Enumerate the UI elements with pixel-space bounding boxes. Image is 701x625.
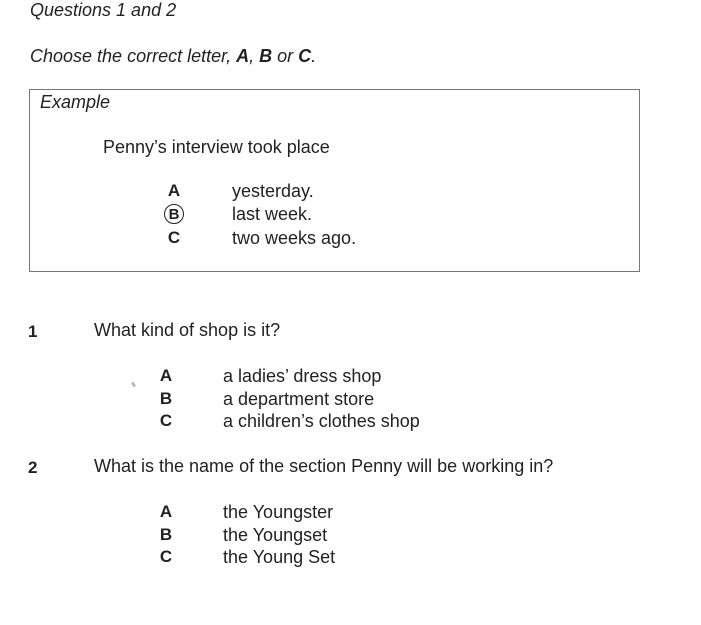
question-number: 2 [28,458,38,477]
option-letter-a[interactable]: A [159,366,173,385]
option-letter-c[interactable]: C [159,411,173,430]
example-option-text: two weeks ago. [232,228,357,248]
option-text: a department store [223,389,375,409]
option-text: the Youngster [223,502,334,522]
option-letter-b[interactable]: B [159,525,173,544]
option-text: a ladies’ dress shop [223,366,382,386]
example-label: Example [40,92,111,112]
option-letter-c[interactable]: C [159,547,173,566]
option-letter-b[interactable]: B [159,389,173,408]
option-text: the Young Set [223,547,336,567]
example-option-letter: A [167,181,181,200]
example-option-letter: C [167,228,181,247]
instruction-text: Choose the correct letter, A, B or C. [30,46,317,66]
example-question: Penny’s interview took place [103,137,330,157]
question-text: What kind of shop is it? [94,320,281,340]
question-text: What is the name of the section Penny will be working in? [94,456,554,476]
example-option-text: last week. [232,204,313,224]
letter-c: C [298,46,312,66]
stray-mark [131,382,136,388]
example-option-text: yesterday. [232,181,314,201]
letter-b: B [259,46,273,66]
example-option-letter-selected: B [164,204,184,224]
question-number: 1 [28,322,38,341]
option-letter-a[interactable]: A [159,502,173,521]
section-heading: Questions 1 and 2 [30,0,177,20]
option-text: a children’s clothes shop [223,411,420,431]
letter-a: A [236,46,250,66]
option-text: the Youngset [223,525,328,545]
